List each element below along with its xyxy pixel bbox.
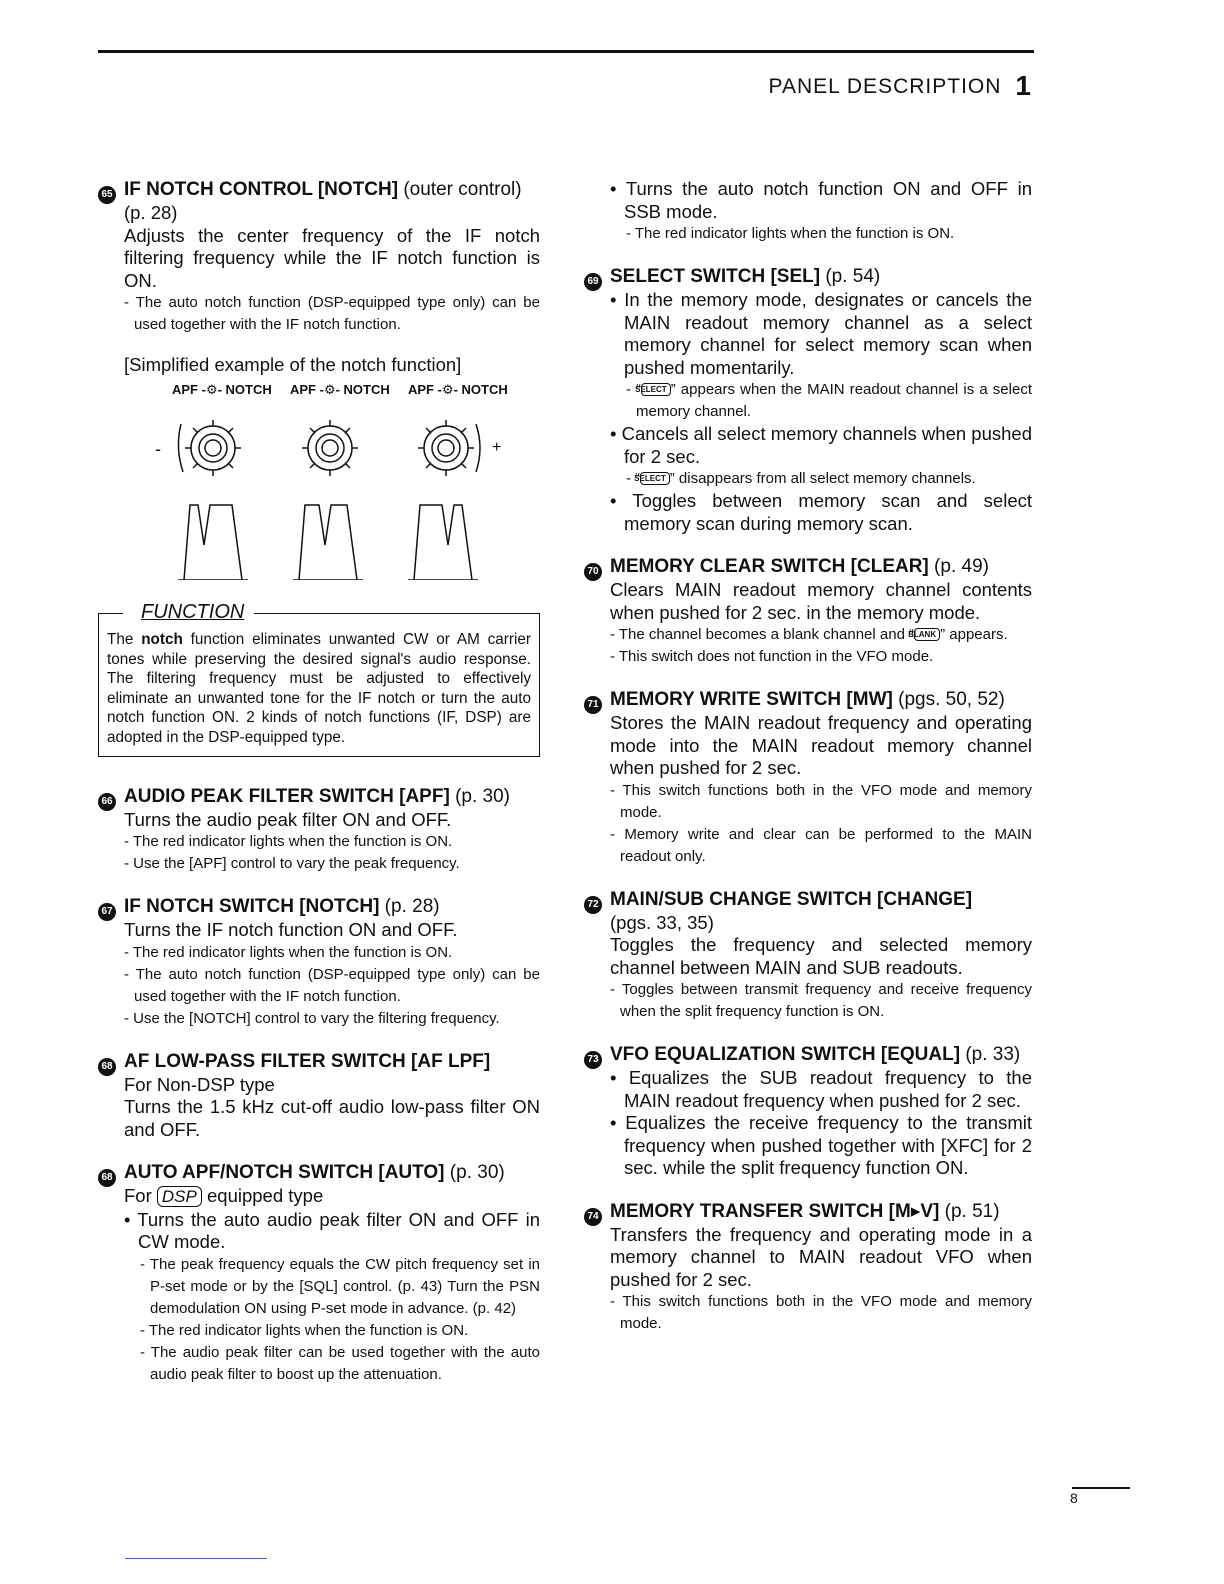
item-note: - The red indicator lights when the function is ON. [140,1321,469,1339]
item-note: - This switch does not function in the VFO mode. [610,648,934,665]
item-change [584,888,1032,1024]
item-note: - The red indicator lights when the function is ON. [124,943,453,961]
bullet-item: • Turns the auto audio peak filter ON and OFF in CW mode. [124,1208,540,1253]
item-note: - The channel becomes a blank channel and “BLANK ” appears. [610,626,1008,643]
item-clear: 70 MEMORY CLEAR SWITCH [CLEAR] (p. 49) Clears MAIN readout memory channel contents when pushed for 2 sec. in the memory mode. - The channel becomes a blank channel and “BLANK ” appears. - This switch does not function in the VFO mode. [584,555,1032,668]
bullet-item: • In the memory mode, designates or cancels the MAIN readout memory channel as a select memory channel for select memory scan when pushed momentarily. [610,289,1032,378]
item-notch-control: 65 IF NOTCH CONTROL [NOTCH] (outer control) (p. 28) Adjusts the center frequency of the IF notch filtering frequency while the IF notch function is ON. - The auto notch function (DSP-equipped type only) can be used together with the IF notch function. [Simplified example of the notch function] APF -⚙- NOTCH APF -⚙- NOTCH APF -⚙- NOTCH - + [98,178,540,585]
chapter-number: 1 [1015,70,1032,101]
item-apf: 66 AUDIO PEAK FILTER SWITCH [APF] (p. 30) Turns the audio peak filter ON and OFF. - The red indicator lights when the function is ON. - Use the [APF] control to vary the peak frequency. [98,785,540,876]
function-box-text: The notch function eliminates unwanted CW or AM carrier tones while preserving the desired signal's audio response. The filtering frequency must be adjusted to effectively eliminate an unwanted tone for the IF notch or turn the auto notch function ON. 2 kinds of notch functions (IF, DSP) are adopted in the DSP-equipped type. [107,631,531,746]
item-number: 71 [584,696,602,714]
item-auto-continued [584,178,1032,245]
item-note: - “SELECT ” appears when the MAIN readout channel is a select memory channel. [626,381,1032,420]
bullet-item: • Equalizes the SUB readout frequency to the MAIN readout frequency when pushed for 2 sec. [610,1067,1032,1111]
svg-text:+: + [492,439,502,456]
item-sel: 69 SELECT SWITCH [SEL] (p. 54) • In the memory mode, designates or cancels the MAIN readout memory channel as a select memory channel for select memory scan when pushed momentarily. - “SELECT ” appears when the MAIN readout channel is a select memory channel. • Cancels all select memory channels when pushed for 2 sec. - “SELECT ” disappears from all select memory channels. • Toggles between memory scan and select memory scan during memory scan. [584,265,1032,535]
section-title: PANEL DESCRIPTION [768,75,1002,98]
item-note: - The audio peak filter can be used together with the auto audio peak filter to boost up the attenuation. [140,1343,540,1383]
item-number: 67 [98,903,116,921]
item-note: - Memory write and clear can be performed to the MAIN readout only. [610,825,1032,865]
item-subtitle: For DSP equipped type [124,1185,324,1207]
bullet-item: • Cancels all select memory channels when pushed for 2 sec. [610,423,1032,467]
item-notch-switch: 67 IF NOTCH SWITCH [NOTCH] (p. 28) Turns the IF notch function ON and OFF. - The red indicator lights when the function is ON. - The auto notch function (DSP-equipped type only) can be used together with the IF notch function. - Use the [NOTCH] control to vary the filtering frequency. [98,895,540,1030]
item-title: MEMORY TRANSFER SWITCH [M▸V] [610,1200,940,1222]
item-title: IF NOTCH CONTROL [NOTCH] [124,179,399,200]
bullet-item: • Equalizes the receive frequency to the transmit frequency when pushed together with [XFC] for 2 sec. while the split frequency function ON. [610,1112,1032,1178]
knob-labels [172,382,540,398]
item-description: Turns the IF notch function ON and OFF. [124,919,458,941]
item-transfer: 74 MEMORY TRANSFER SWITCH [M▸V] (p. 51) Transfers the frequency and operating mode in a memory channel to MAIN readout VFO when pushed for 2 sec. - This switch functions both in the VFO mode and memory mode. [584,1200,1032,1336]
knob-label: APF -⚙- NOTCH [290,382,390,397]
knob-label: APF -⚙- NOTCH [408,382,508,397]
item-number: 65 [98,186,116,204]
item-title: VFO EQUALIZATION SWITCH [EQUAL] [610,1044,961,1065]
item-description: Clears MAIN readout memory channel contents when pushed for 2 sec. in the memory mode. [610,579,1032,623]
item-mw: 71 MEMORY WRITE SWITCH [MW] (pgs. 50, 52) Stores the MAIN readout frequency and operating mode into the MAIN readout memory channel when pushed for 2 sec. - This switch functions both in the VFO mode and memory mode. - Memory write and clear can be performed to the MAIN readout only. [584,688,1032,868]
bullet-item: • Toggles between memory scan and select memory scan during memory scan. [610,490,1032,534]
link-underline [125,1558,267,1559]
item-title: AUTO APF/NOTCH SWITCH [AUTO] [124,1162,445,1184]
notch-curve [293,505,363,580]
item-title: AF LOW-PASS FILTER SWITCH [AF LPF] [124,1050,491,1072]
item-number: 66 [98,793,116,811]
item-description: Turns the 1.5 kHz cut-off audio low-pass filter ON and OFF. [124,1096,540,1140]
item-note: - This switch functions both in the VFO mode and memory mode. [610,781,1032,821]
notch-curve [178,505,248,580]
item-description: Turns the audio peak filter ON and OFF. [124,808,452,830]
item-description: Transfers the frequency and operating mode in a memory channel to MAIN readout VFO when pushed for 2 sec. [610,1223,1032,1290]
knob-icon [302,420,358,476]
item-description: Toggles the frequency and selected memory channel between MAIN and SUB readouts. [610,934,1032,978]
left-column [98,178,540,1406]
knob-icon [418,420,480,476]
knob-label: APF -⚙- NOTCH [172,382,272,397]
page-ref: (p. 28) [124,202,178,223]
item-number: 69 [584,273,602,291]
bullet-item: • Turns the auto notch function ON and OFF in SSB mode. [610,178,1032,222]
item-af-lpf [98,1050,540,1142]
item-note: - Toggles between transmit frequency and receive frequency when the split frequency function is ON. [610,981,1032,1020]
item-title: AUDIO PEAK FILTER SWITCH [APF] [124,785,450,807]
item-number: 74 [584,1208,602,1226]
page-header [769,68,1032,100]
function-box-title: FUNCTION [123,601,254,624]
notch-curve [408,505,478,580]
right-column [584,178,1032,1355]
footer-rule [1072,1487,1130,1489]
item-description: Stores the MAIN readout frequency and operating mode into the MAIN readout memory channel when pushed for 2 sec. [610,712,1032,778]
knob-icon [178,420,241,476]
item-note: - The red indicator lights when the function is ON. [626,225,955,242]
item-number: 70 [584,563,602,581]
diagram-caption: [Simplified example of the notch function] [124,354,462,375]
item-title: IF NOTCH SWITCH [NOTCH] [124,896,380,918]
select-indicator-tag: SELECT [641,383,671,396]
item-description: Adjusts the center frequency of the IF notch filtering frequency while the IF notch function is ON. [124,224,540,291]
item-number: 72 [584,896,602,914]
page-number: 8 [1070,1490,1078,1506]
top-rule [98,50,1034,53]
item-title: MEMORY WRITE SWITCH [MW] [610,689,893,710]
notch-diagram [148,400,548,580]
item-note: - The auto notch function (DSP-equipped type only) can be used together with the IF notch function. [124,294,540,333]
item-number: 73 [584,1051,602,1069]
dsp-badge: DSP [157,1186,202,1207]
item-title: SELECT SWITCH [SEL] [610,266,821,287]
select-indicator-tag: SELECT [640,472,670,485]
item-title: MEMORY CLEAR SWITCH [CLEAR] [610,556,929,577]
item-note: - This switch functions both in the VFO mode and memory mode. [610,1293,1032,1332]
item-number: 68 [98,1169,116,1187]
item-auto: 68 AUTO APF/NOTCH SWITCH [AUTO] (p. 30) For DSP equipped type • Turns the auto audio peak filter ON and OFF in CW mode. - The peak frequency equals the CW pitch frequency set in P-set mode or by the [SQL] control. (p. 43) Turn the PSN demodulation ON using P-set mode in advance. (p. 42) - The red indicator lights when the function is ON. - The audio peak filter can be used together with the auto audio peak filter to boost up the attenuation. [98,1161,540,1386]
item-number: 68 [98,1058,116,1076]
item-note: - The red indicator lights when the function is ON. [124,833,453,851]
svg-text:-: - [155,439,161,459]
item-note: - The peak frequency equals the CW pitch frequency set in P-set mode or by the [SQL] control. (p. 43) Turn the PSN demodulation ON using P-set mode in advance. (p. 42) [140,1255,540,1317]
blank-indicator-tag: BLANK [914,628,940,641]
item-note: - “SELECT ” disappears from all select memory channels. [626,470,976,487]
item-note: - Use the [NOTCH] control to vary the filtering frequency. [124,1009,500,1027]
item-equal: 73 VFO EQUALIZATION SWITCH [EQUAL] (p. 33) • Equalizes the SUB readout frequency to the MAIN readout frequency when pushed for 2 sec. • Equalizes the receive frequency to the transmit frequency when pushed together with [XFC] for 2 sec. while the split frequency function ON. [584,1043,1032,1180]
item-note: - Use the [APF] control to vary the peak frequency. [124,855,460,873]
item-title: MAIN/SUB CHANGE SWITCH [CHANGE] [610,888,973,910]
item-subtitle: For Non-DSP type [124,1073,275,1095]
function-box [98,601,540,757]
page-ref: (pgs. 33, 35) [610,911,714,933]
item-note: - The auto notch function (DSP-equipped type only) can be used together with the IF notch function. [124,965,540,1005]
